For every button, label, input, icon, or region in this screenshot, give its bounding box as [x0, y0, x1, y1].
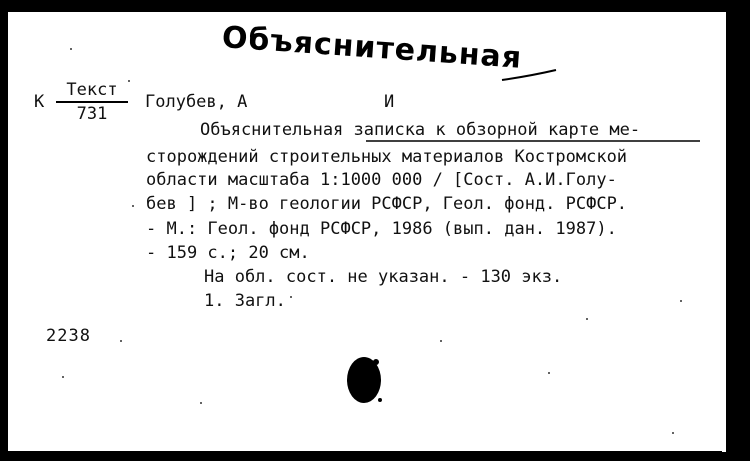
- card-border-top: [0, 0, 750, 12]
- handwritten-underline-stroke: [500, 66, 560, 84]
- title-underline: [366, 138, 702, 144]
- author-heading: Голубев, А: [145, 92, 248, 112]
- shelf-mark-denominator: 731: [76, 104, 108, 124]
- card-edge-gap: [722, 12, 726, 452]
- description-line-3: области масштаба 1:1000 000 / [Сост. А.И.Голу-: [146, 170, 617, 190]
- description-line-5: - М.: Геол. фонд РСФСР, 1986 (вып. дан. 1987).: [146, 219, 617, 239]
- description-line-1-text: Объяснительная записка к обзорной карте ме-: [200, 120, 641, 140]
- ink-blot: [340, 350, 390, 410]
- author-initial: И: [384, 92, 395, 112]
- shelf-mark-prefix: К: [34, 92, 45, 112]
- description-line-2: сторождений строительных материалов Костромской: [146, 147, 628, 167]
- shelf-mark-numerator: Текст: [56, 80, 128, 103]
- description-line-4: бев ] ; М-во геологии РСФСР, Геол. фонд. РСФСР.: [146, 194, 628, 214]
- handwritten-heading: Объяснительная: [220, 20, 524, 76]
- card-border-bottom: [0, 451, 750, 461]
- note-line-1: На обл. сост. не указан. - 130 экз.: [204, 267, 563, 287]
- note-line-2: 1. Загл.: [204, 291, 286, 311]
- catalog-number: 2238: [46, 326, 91, 346]
- shelf-mark-fraction: [56, 80, 128, 124]
- card-border-left: [0, 0, 8, 461]
- description-line-6: - 159 с.; 20 см.: [146, 243, 310, 263]
- card-border-right: [726, 0, 750, 461]
